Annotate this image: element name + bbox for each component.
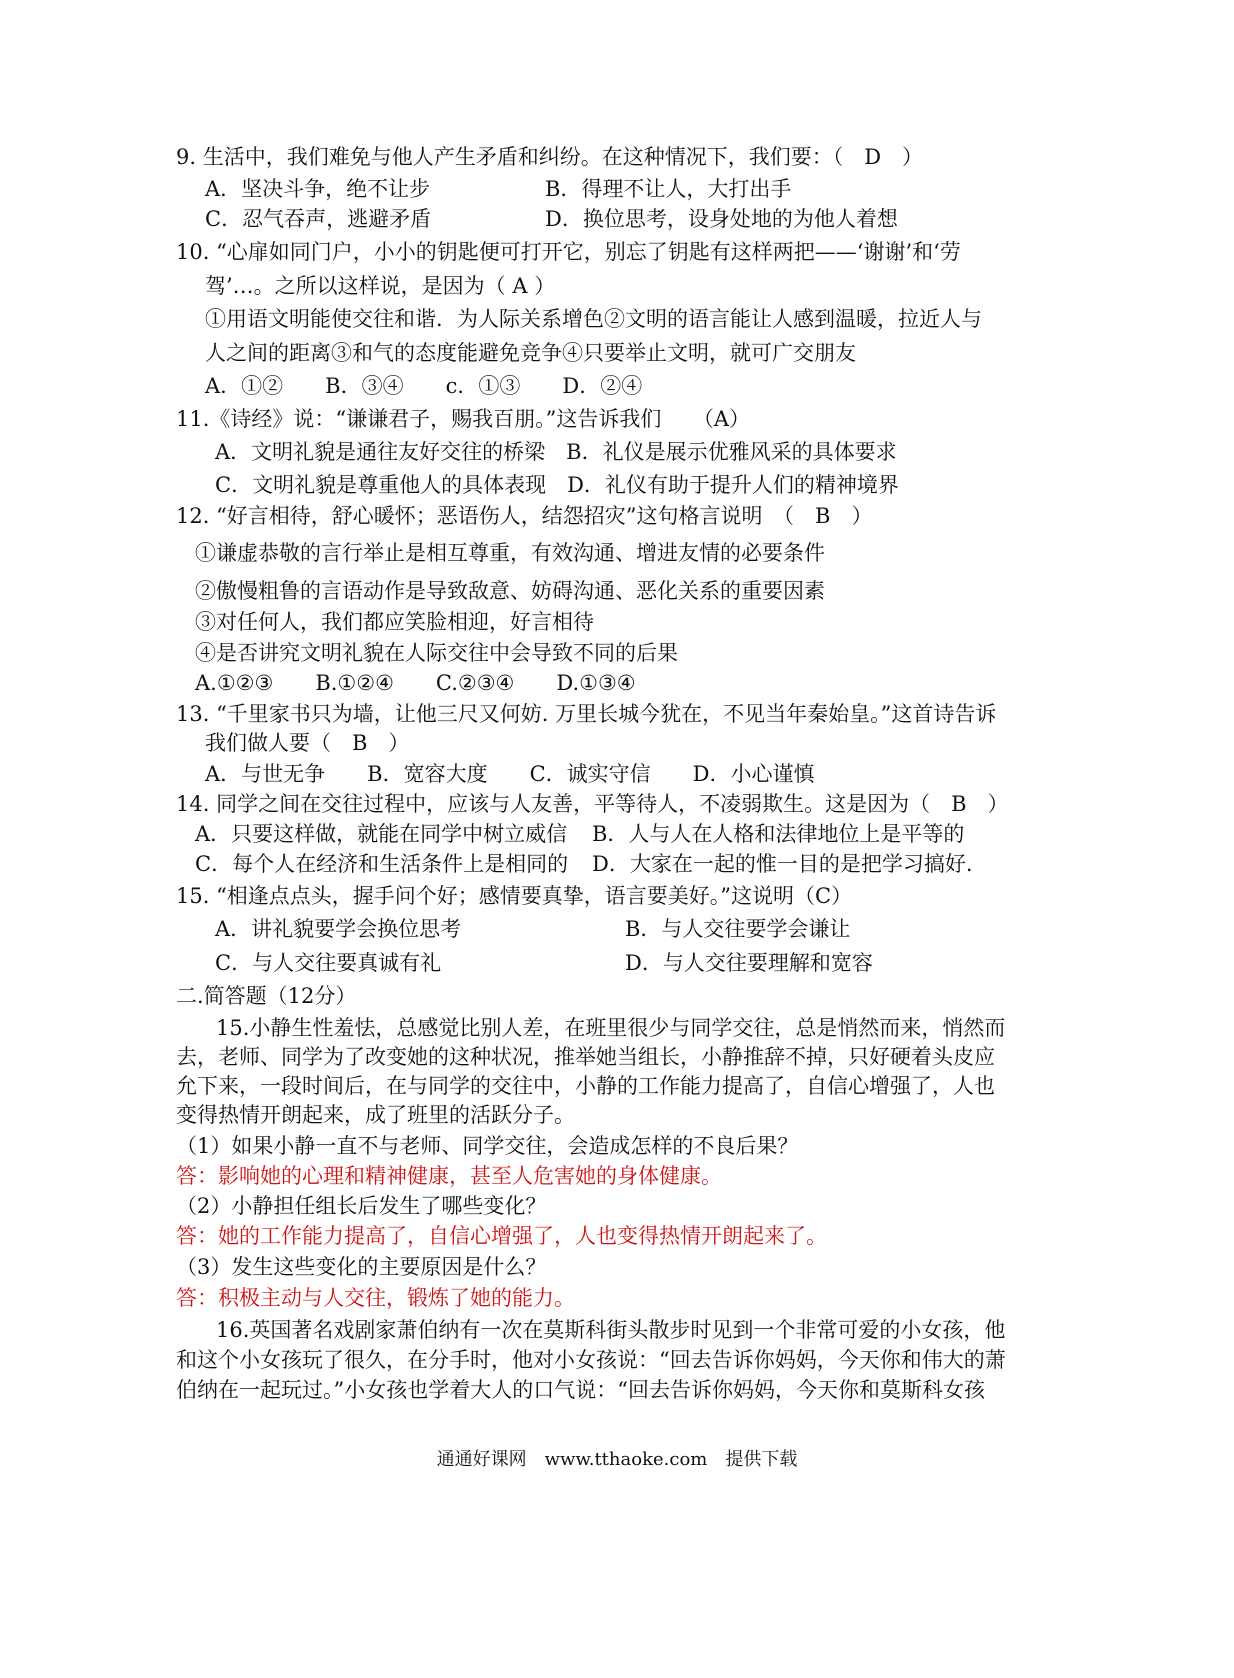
q10-statement-line2: 人之间的距离③和气的态度能避免竞争④只要举止文明，就可广交朋友 [205,341,856,365]
section2-q15-paragraph-line1: 15.小静生性羞怯，总感觉比别人差，在班里很少与同学交往，总是悄然而来，悄然而 [216,1016,1006,1040]
section2-q15-paragraph-line4: 变得热情开朗起来，成了班里的活跃分子。 [176,1103,575,1127]
q12-options: A.①②③ B.①②④ C.②③④ D.①③④ [195,671,636,695]
q15-stem: 15. “相逢点点头，握手问个好；感情要真挚，语言要美好。”这说明（C） [176,884,853,908]
answer-3: 答：积极主动与人交往，锻炼了她的能力。 [176,1286,575,1310]
q10-options: A．①② B．③④ c．①③ D．②④ [205,374,643,398]
answer-2: 答：她的工作能力提高了，自信心增强了，人也变得热情开朗起来了。 [176,1224,827,1248]
q12-statement-1: ①谦虚恭敬的言行举止是相互尊重，有效沟通、增进友情的必要条件 [195,541,825,565]
q12-statement-4: ④是否讲究文明礼貌在人际交往中会导致不同的后果 [195,641,678,665]
q13-stem-line1: 13. “千里家书只为墙，让他三尺又何妨. 万里长城今犹在，不见当年秦始皇。”这首诗告诉 [176,702,997,726]
q12-stem: 12. “好言相待，舒心暖怀；恶语伤人，结怨招灾”这句格言说明 （ B ） [176,504,873,528]
q12-statement-3: ③对任何人，我们都应笑脸相迎，好言相待 [195,610,594,634]
q15-option-d: D．与人交往要理解和宽容 [625,951,873,975]
q14-option-c: C．每个人在经济和生活条件上是相同的 [195,852,569,876]
section2-heading: 二.简答题（12分） [176,984,357,1008]
q12-statement-2: ②傲慢粗鲁的言语动作是导致敌意、妨碍沟通、恶化关系的重要因素 [195,579,825,603]
q14-option-a: A．只要这样做，就能在同学中树立威信 [195,822,568,846]
q9-option-a: A．坚决斗争，绝不让步 [205,177,431,201]
answer-1: 答：影响她的心理和精神健康，甚至人危害她的身体健康。 [176,1164,722,1188]
q11-options-cd: C．文明礼貌是尊重他人的具体表现 D．礼仪有助于提升人们的精神境界 [215,473,899,497]
page-footer: 通通好课网 www.tthaoke.com 提供下载 [436,1449,798,1470]
q11-options-ab: A．文明礼貌是通往友好交往的桥梁 B．礼仪是展示优雅风采的具体要求 [215,440,897,464]
q9-option-c: C．忍气吞声，逃避矛盾 [205,207,432,231]
q14-stem: 14. 同学之间在交往过程中，应该与人友善，平等待人，不凌弱欺生。这是因为（ B ） [176,792,1009,816]
q10-statement-line1: ①用语文明能使交往和谐．为人际关系增色②文明的语言能让人感到温暖，拉近人与 [205,307,982,331]
section2-q15-paragraph-line3: 允下来，一段时间后，在与同学的交往中，小静的工作能力提高了，自信心增强了，人也 [176,1074,995,1098]
sub-question-3: （3）发生这些变化的主要原因是什么？ [176,1255,547,1279]
q9-option-b: B．得理不让人，大打出手 [545,177,792,201]
sub-question-1: （1）如果小静一直不与老师、同学交往，会造成怎样的不良后果？ [176,1134,799,1158]
section2-q16-paragraph-line3: 伯纳在一起玩过。”小女孩也学着大人的口气说：“回去告诉你妈妈，今天你和莫斯科女孩 [176,1378,985,1402]
q9-stem: 9. 生活中，我们难免与他人产生矛盾和纠纷。在这种情况下，我们要：（ D ） [176,145,924,169]
q11-stem: 11.《诗经》说：“谦谦君子，赐我百朋。”这告诉我们 （A） [176,407,751,431]
section2-q16-paragraph-line1: 16.英国著名戏剧家萧伯纳有一次在莫斯科街头散步时见到一个非常可爱的小女孩，他 [216,1318,1006,1342]
sub-question-2: （2）小静担任组长后发生了哪些变化？ [176,1194,547,1218]
q10-stem-line1: 10. “心扉如同门户，小小的钥匙便可打开它，别忘了钥匙有这样两把——‘谢谢’和‘劳 [176,240,961,264]
q10-stem-line2: 驾’…。之所以这样说，是因为（ A ） [205,274,556,298]
q15-option-c: C．与人交往要真诚有礼 [215,951,442,975]
section2-q16-paragraph-line2: 和这个小女孩玩了很久，在分手时，他对小女孩说：“回去告诉你妈妈，今天你和伟大的萧 [176,1348,1006,1372]
q13-options: A．与世无争 B．宽容大度 C．诚实守信 D．小心谨慎 [205,762,815,786]
q14-option-b: B．人与人在人格和法律地位上是平等的 [592,822,965,846]
q15-option-a: A．讲礼貌要学会换位思考 [215,917,462,941]
q9-option-d: D．换位思考，设身处地的为他人着想 [545,207,898,231]
q15-option-b: B．与人交往要学会谦让 [625,917,851,941]
q13-stem-line2: 我们做人要（ B ） [205,731,410,755]
section2-q15-paragraph-line2: 去，老师、同学为了改变她的这种状况，推举她当组长，小静推辞不掉，只好硬着头皮应 [176,1045,995,1069]
q14-option-d: D．大家在一起的惟一目的是把学习搞好. [592,852,973,876]
